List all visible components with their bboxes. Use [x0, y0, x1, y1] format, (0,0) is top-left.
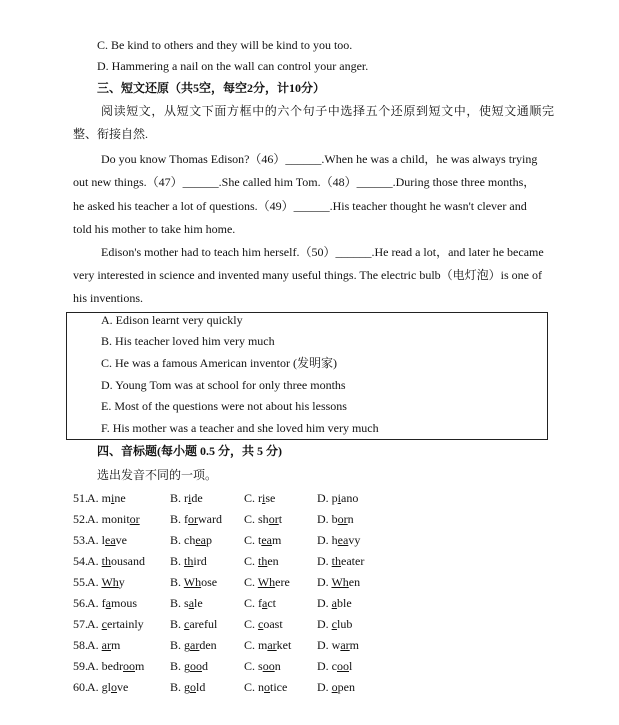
phonics-option-c — [244, 637, 291, 653]
word-part: den — [199, 638, 217, 652]
underlined-letters: c — [258, 617, 264, 631]
underlined-letters: ar — [190, 638, 200, 652]
word-part: B. — [170, 575, 184, 589]
word-part: tice — [270, 680, 288, 694]
word-part: lub — [337, 617, 353, 631]
word-part: mous — [111, 596, 138, 610]
word-part: A. — [87, 638, 102, 652]
phonics-option-d — [317, 553, 364, 569]
word-part: se — [265, 491, 276, 505]
word-part: C. — [244, 554, 259, 568]
phonics-option-a — [87, 616, 144, 632]
underlined-letters: or — [337, 512, 348, 526]
word-part: en — [348, 575, 361, 589]
word-part: D. — [317, 554, 332, 568]
word-part: A. l — [87, 533, 105, 547]
phonics-option-c — [244, 616, 283, 632]
phonics-option-c — [244, 532, 281, 548]
underlined-letters: ar — [340, 638, 350, 652]
phonics-option-b — [170, 595, 203, 611]
section3-instruction-line1: 阅读短文，从短文下面方框中的六个句子中选择五个还原到短文中，使短文通顺完 — [101, 104, 555, 118]
underlined-letters: a — [105, 596, 111, 610]
underlined-letters: ar — [267, 638, 277, 652]
phonics-option-b — [170, 637, 217, 653]
underlined-letters: c — [184, 617, 190, 631]
underlined-letters: th — [101, 554, 112, 568]
word-part: t — [278, 512, 283, 526]
phonics-option-c — [244, 574, 290, 590]
word-part: A. bedr — [87, 659, 123, 673]
phonics-option-b — [170, 679, 205, 695]
phonics-option-b — [170, 490, 203, 506]
word-part: de — [191, 491, 203, 505]
word-part: D. p — [317, 491, 338, 505]
phonics-option-b — [170, 658, 208, 674]
word-part: B. g — [170, 659, 191, 673]
option-f: F. His mother was a teacher and she loved him very much — [101, 421, 379, 435]
question-number: 55. — [73, 575, 88, 589]
word-part: D. — [317, 680, 332, 694]
word-part: D. — [317, 575, 332, 589]
word-part: D. — [317, 617, 332, 631]
underlined-letters: ea — [105, 533, 116, 547]
phonics-option-c — [244, 553, 279, 569]
passage-line: told his mother to take him home. — [73, 222, 236, 236]
question-number: 59. — [73, 659, 88, 673]
word-part: C. — [244, 617, 259, 631]
word-part: A. monit — [87, 512, 130, 526]
passage-line: very interested in science and invented many useful things. The electric bulb（电灯泡）is one of — [73, 268, 542, 282]
phonics-option-d — [317, 574, 360, 590]
option-a: A. Edison learnt very quickly — [101, 313, 243, 327]
word-part: l — [349, 659, 353, 673]
phonics-option-d — [317, 490, 358, 506]
underlined-letters: i — [262, 491, 266, 505]
underlined-letters: oo — [123, 659, 135, 673]
word-part: ward — [198, 512, 222, 526]
underlined-letters: Wh — [331, 575, 349, 589]
word-part: ket — [276, 638, 292, 652]
word-part: y — [118, 575, 125, 589]
word-part: C. n — [244, 680, 265, 694]
question-number: 51. — [73, 491, 88, 505]
phonics-option-c — [244, 490, 275, 506]
word-part: ve — [117, 680, 129, 694]
phonics-option-b — [170, 532, 212, 548]
question-number: 58. — [73, 638, 88, 652]
option-b: B. His teacher loved him very much — [101, 334, 275, 348]
phonics-option-b — [170, 553, 207, 569]
word-part: D. c — [317, 659, 337, 673]
underlined-letters: i — [188, 491, 192, 505]
word-part: B. — [170, 554, 185, 568]
word-part: m — [272, 533, 282, 547]
word-part: ct — [267, 596, 276, 610]
underlined-letters: a — [188, 596, 195, 610]
word-part: ertainly — [107, 617, 144, 631]
word-part: ose — [201, 575, 218, 589]
word-part: ere — [275, 575, 290, 589]
word-part: ne — [114, 491, 126, 505]
passage-line: Do you know Thomas Edison?（46）______.When he was a child，he was always trying — [101, 152, 538, 166]
section4-heading: 四、音标题(每小题 0.5 分，共 5 分) — [97, 444, 282, 458]
word-part: ousand — [111, 554, 146, 568]
underlined-letters: o — [331, 680, 338, 694]
word-part: d — [202, 659, 209, 673]
phonics-option-d — [317, 637, 359, 653]
option-c-text: C. Be kind to others and they will be kind to you too. — [97, 38, 353, 52]
word-part: A. f — [87, 596, 106, 610]
phonics-option-a — [87, 679, 128, 695]
word-part: C. t — [244, 533, 262, 547]
underlined-letters: c — [101, 617, 107, 631]
phonics-option-d — [317, 679, 355, 695]
word-part: m — [349, 638, 360, 652]
word-part: B. — [170, 617, 185, 631]
word-part: B. f — [170, 512, 188, 526]
phonics-option-d — [317, 658, 352, 674]
word-part: eater — [341, 554, 365, 568]
section3-heading: 三、短文还原（共5空，每空2分，计10分） — [97, 81, 326, 95]
underlined-letters: o — [111, 680, 117, 694]
option-d-text: D. Hammering a nail on the wall can control your anger. — [97, 59, 369, 73]
word-part: C. — [244, 575, 258, 589]
word-part: m — [111, 638, 121, 652]
word-part: C. s — [244, 659, 263, 673]
underlined-letters: th — [184, 554, 194, 568]
word-part: A. — [87, 617, 102, 631]
word-part: B. g — [170, 680, 191, 694]
underlined-letters: or — [268, 512, 279, 526]
word-part: ld — [196, 680, 206, 694]
underlined-letters: oo — [337, 659, 349, 673]
phonics-option-a — [87, 574, 125, 590]
word-part: D. h — [317, 533, 338, 547]
underlined-letters: Wh — [257, 575, 276, 589]
word-part: ve — [115, 533, 127, 547]
word-part: B. g — [170, 638, 191, 652]
word-part: C. f — [244, 596, 262, 610]
underlined-letters: th — [258, 554, 268, 568]
word-part: A. — [87, 575, 102, 589]
underlined-letters: i — [111, 491, 115, 505]
underlined-letters: Wh — [183, 575, 202, 589]
word-part: ird — [193, 554, 207, 568]
underlined-letters: oo — [262, 659, 275, 673]
underlined-letters: or — [188, 512, 198, 526]
word-part: B. ch — [170, 533, 196, 547]
underlined-letters: th — [331, 554, 342, 568]
phonics-option-d — [317, 532, 360, 548]
underlined-letters: ea — [195, 533, 206, 547]
phonics-option-c — [244, 679, 287, 695]
word-part: A. gl — [87, 680, 111, 694]
word-part: oast — [263, 617, 283, 631]
word-part: A. m — [87, 491, 111, 505]
word-part: vy — [348, 533, 361, 547]
underlined-letters: ea — [337, 533, 349, 547]
option-e: E. Most of the questions were not about his lessons — [101, 399, 347, 413]
phonics-option-a — [87, 532, 127, 548]
underlined-letters: c — [331, 617, 337, 631]
passage-line: he asked his teacher a lot of questions.（49）______.His teacher thought he wasn't clever and — [73, 199, 527, 213]
word-part: C. r — [244, 491, 262, 505]
word-part: D. w — [317, 638, 341, 652]
question-number: 52. — [73, 512, 88, 526]
phonics-option-c — [244, 658, 281, 674]
section3-instruction-line2: 整、衔接自然. — [73, 127, 149, 141]
underlined-letters: oo — [190, 659, 203, 673]
word-part: areful — [189, 617, 218, 631]
underlined-letters: Wh — [101, 575, 119, 589]
underlined-letters: a — [331, 596, 337, 610]
underlined-letters: a — [262, 596, 268, 610]
option-d: D. Young Tom was at school for only three months — [101, 378, 346, 392]
question-number: 53. — [73, 533, 88, 547]
word-part: D. b — [317, 512, 338, 526]
phonics-option-b — [170, 574, 217, 590]
phonics-option-c — [244, 595, 276, 611]
underlined-letters: ar — [101, 638, 111, 652]
word-part: D. — [317, 596, 332, 610]
word-part: p — [206, 533, 212, 547]
phonics-option-a — [87, 553, 145, 569]
word-part: n — [347, 512, 354, 526]
section4-instruction: 选出发音不同的一项。 — [97, 468, 218, 482]
underlined-letters: o — [190, 680, 197, 694]
phonics-option-d — [317, 511, 354, 527]
word-part: ble — [337, 596, 352, 610]
word-part: m — [135, 659, 145, 673]
word-part: pen — [337, 680, 355, 694]
word-part: ano — [341, 491, 359, 505]
phonics-option-c — [244, 511, 282, 527]
word-part: n — [274, 659, 281, 673]
question-number: 54. — [73, 554, 88, 568]
phonics-option-d — [317, 616, 352, 632]
phonics-option-b — [170, 511, 222, 527]
passage-line: his inventions. — [73, 291, 144, 305]
passage-line: Edison's mother had to teach him herself.（50）______.He read a lot，and later he became — [101, 245, 544, 259]
word-part: en — [267, 554, 279, 568]
phonics-option-a — [87, 511, 140, 527]
question-number: 57. — [73, 617, 88, 631]
phonics-option-b — [170, 616, 217, 632]
question-number: 56. — [73, 596, 88, 610]
word-part: le — [194, 596, 203, 610]
phonics-option-a — [87, 490, 126, 506]
option-c: C. He was a famous American inventor (发明家) — [101, 356, 337, 370]
phonics-option-a — [87, 637, 120, 653]
underlined-letters: o — [264, 680, 271, 694]
word-part: C. sh — [244, 512, 269, 526]
phonics-option-a — [87, 595, 137, 611]
underlined-letters: or — [129, 512, 140, 526]
word-part: B. r — [170, 491, 188, 505]
passage-line: out new things.（47）______.She called him Tom.（48）______.During those three months， — [73, 175, 536, 189]
word-part: B. s — [170, 596, 189, 610]
underlined-letters: i — [337, 491, 342, 505]
question-number: 60. — [73, 680, 88, 694]
phonics-option-d — [317, 595, 352, 611]
underlined-letters: ea — [261, 533, 272, 547]
word-part: A. — [87, 554, 102, 568]
phonics-option-a — [87, 658, 144, 674]
word-part: C. m — [244, 638, 268, 652]
